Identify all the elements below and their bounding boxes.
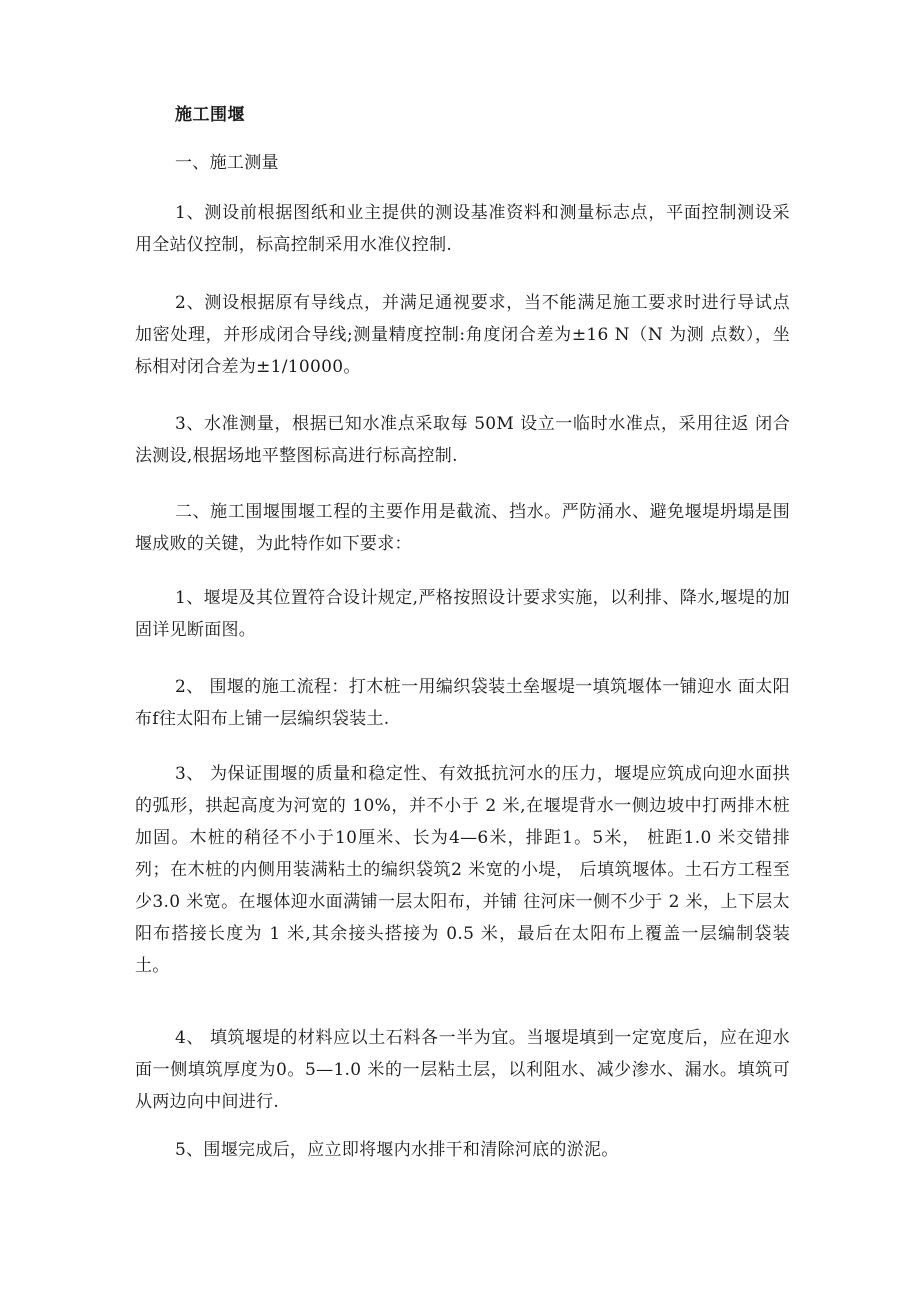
- section-heading-survey: 一、施工测量: [175, 153, 279, 173]
- paragraph-cofferdam-3: 3、 为保证围堰的质量和稳定性、有效抵抗河水的压力，堰堤应筑成向迎水面拱的弧形，拱起高度为河宽的 10%，并不小于 2 米,在堰堤背水一侧边坡中打两排木桩加固。木桩的稍径不小于10厘米、长为4—6米，排距1。5米， 桩距1.0 米交错排列；在木桩的内侧用装满粘土的编织袋筑2 米宽的小堤， 后填筑堰体。土石方工程至少3.0 米宽。在堰体迎水面满铺一层太阳布，并铺 往河床一侧不少于 2 米，上下层太阳布搭接长度为 1 米,其余接头搭接为 0.5 米，最后在太阳布上覆盖一层编制袋装土。: [135, 764, 790, 976]
- paragraph-survey-1: 1、测设前根据图纸和业主提供的测设基准资料和测量标志点，平面控制测设采用全站仪控制，标高控制采用水准仪控制.: [135, 203, 790, 255]
- paragraph-cofferdam-1: 1、堰堤及其位置符合设计规定,严格按照设计要求实施，以利排、降水,堰堤的加固详见断面图。: [135, 588, 790, 640]
- section-heading-cofferdam: 二、施工围堰围堰工程的主要作用是截流、挡水。严防涌水、避免堰堤坍塌是围堰成败的关键，为此特作如下要求：: [135, 502, 790, 554]
- paragraph-cofferdam-4: 4、 填筑堰堤的材料应以土石料各一半为宜。当堰堤填到一定宽度后，应在迎水面一侧填筑厚度为0。5—1.0 米的一层粘土层，以利阻水、减少渗水、漏水。填筑可从两边向中间进行.: [135, 1028, 790, 1112]
- paragraph-survey-2: 2、测设根据原有导线点，并满足通视要求，当不能满足施工要求时进行导试点加密处理，并形成闭合导线;测量精度控制:角度闭合差为±16 N（N 为测 点数），坐标相对闭合差为±1/10000。: [135, 293, 790, 377]
- paragraph-cofferdam-5: 5、围堰完成后，应立即将堰内水排干和清除河底的淤泥。: [175, 1140, 619, 1160]
- paragraph-survey-3: 3、水准测量，根据已知水准点采取每 50M 设立一临时水准点，采用往返 闭合法测设,根据场地平整图标高进行标高控制.: [135, 414, 790, 466]
- paragraph-cofferdam-2: 2、 围堰的施工流程：打木桩一用编织袋装土垒堰堤一填筑堰体一铺迎水 面太阳布f往太阳布上铺一层编织袋装土.: [135, 677, 790, 729]
- document-title: 施工围堰: [175, 105, 245, 125]
